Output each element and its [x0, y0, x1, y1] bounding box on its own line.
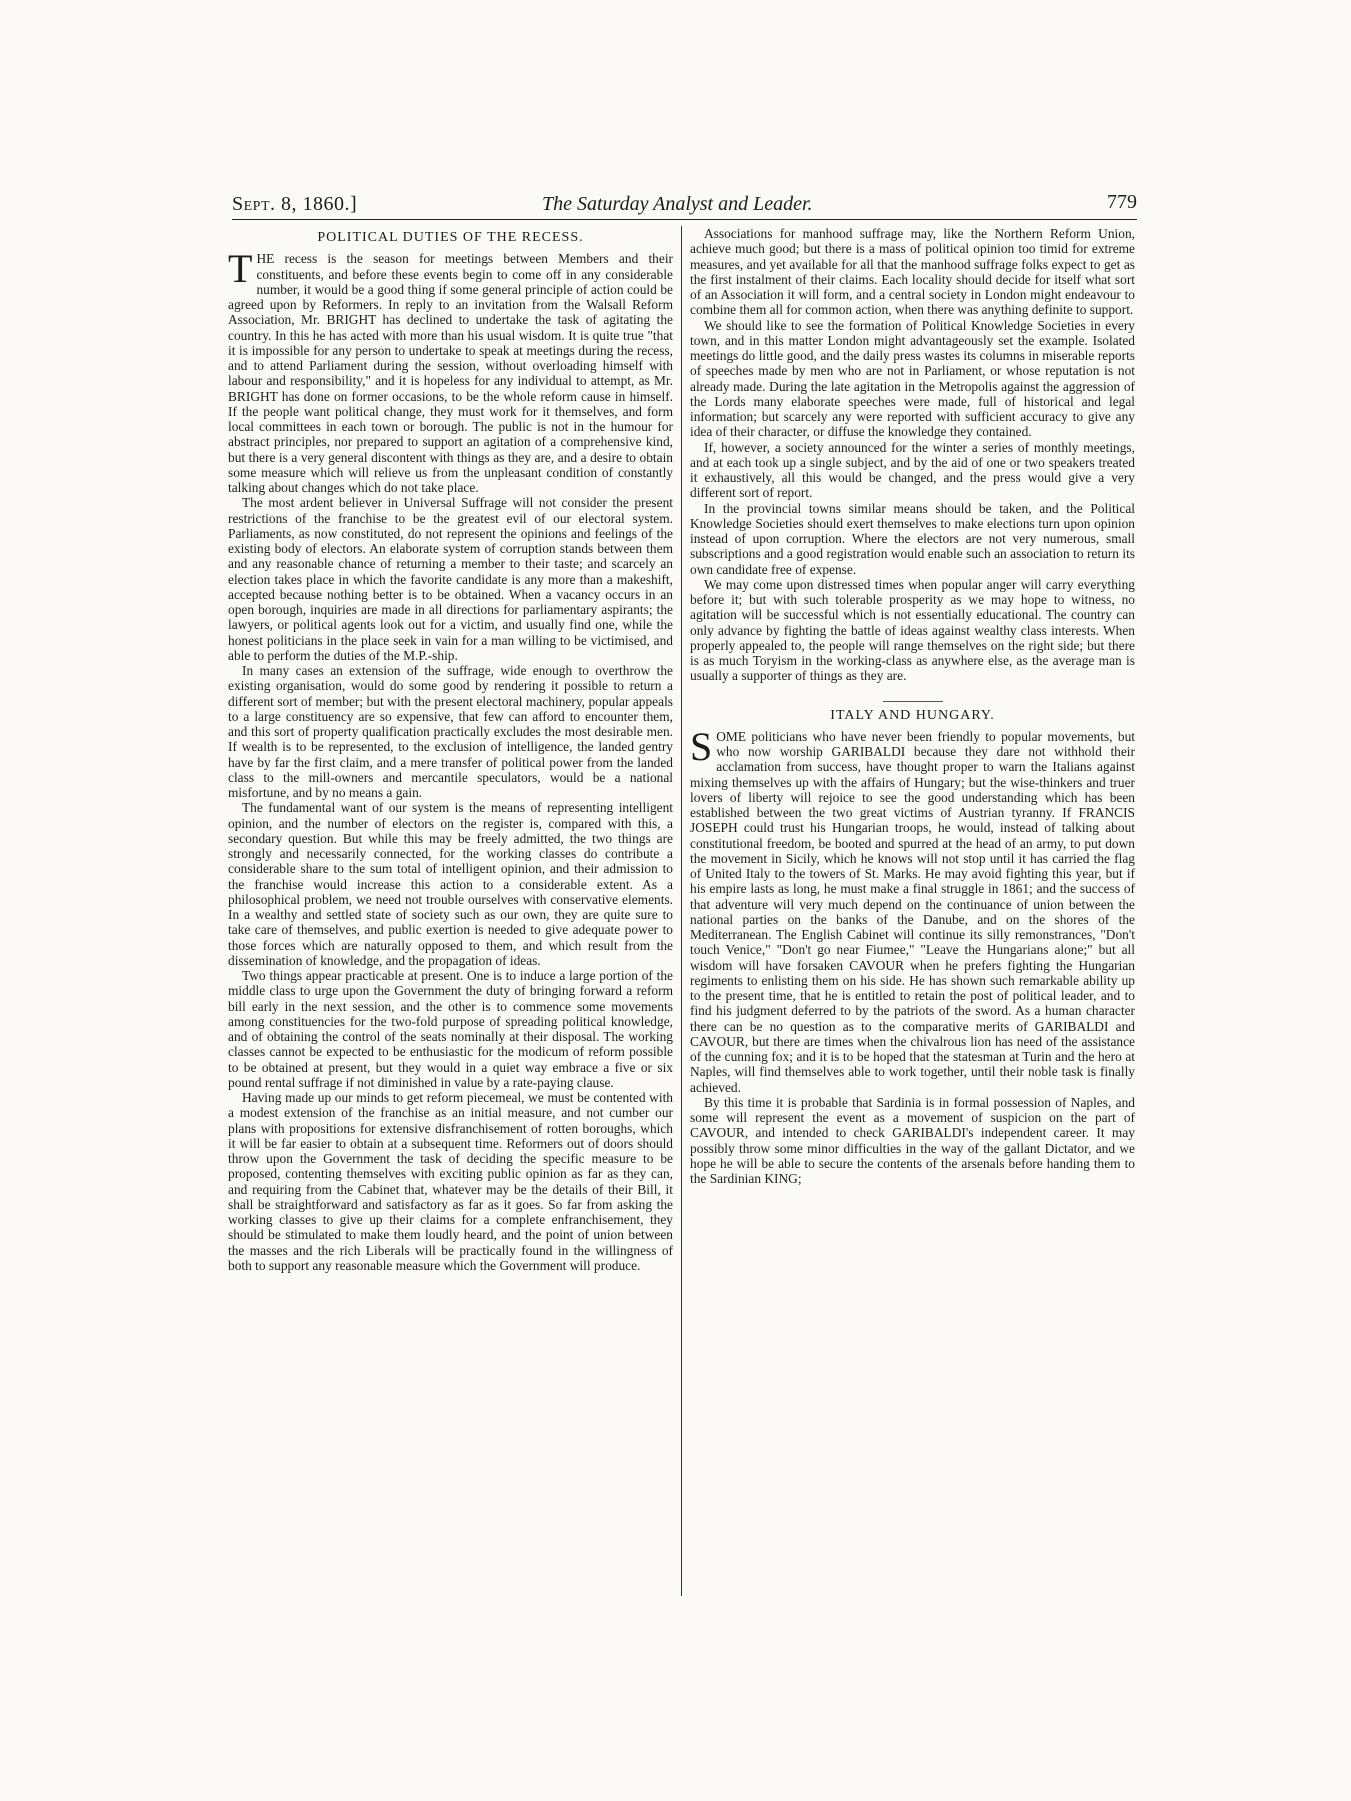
- article-paragraph: Associations for manhood suffrage may, like the Northern Reform Union, achieve much good; but there is a mass of political opinion too timid for extreme measures, and yet available for all that the manhood suffrage folks expect to get as the first instalment of their claims. Each locality should decide for itself what sort of an Association it will form, and a central society in London might endeavour to combine them all for common action, when there was anything definite to support.: [690, 226, 1135, 318]
- article-paragraph: We may come upon distressed times when popular anger will carry everything before it; but with such tolerable prosperity as we may hope to witness, no agitation will be successful which is not essentially educational. The country can only advance by fighting the battle of ideas against wealthy class interests. When properly appealed to, the people will range themselves on the right side; but there is as much Toryism in the working-class as anywhere else, as the average man is usually a supporter of things as they are.: [690, 576, 1135, 684]
- article-paragraph: We should like to see the formation of Political Knowledge Societies in every town, and in this matter London might advantageously set the example. Isolated meetings do little good, and the daily press wastes its columns in miserable reports of speeches made by men who are not in Parliament, or whose reputation is not already made. During the late agitation in the Metropolis against the aggression of the Lords many elaborate speeches were made, full of historical and legal information; but scarcely any were reported with sufficient accuracy to give any idea of their character, or diffuse the knowledge they contained.: [690, 317, 1135, 440]
- article-paragraph: The fundamental want of our system is the means of representing intelligent opinion, and the number of electors on the register is, compared with this, a secondary question. But while this may be freely admitted, the two things are strongly and necessarily connected, for the working classes do contribute a considerable share to the sum total of intelligent opinion, and their admission to the franchise would increase this action to a considerable extent. As a philosophical problem, we need not trouble ourselves with conservative elements. In a wealthy and settled state of society such as our own, they are quite sure to take care of themselves, and public exertion is needed to give adequate power to those forces which are naturally opposed to them, and which result from the dissemination of knowledge, and the propagation of ideas.: [228, 800, 673, 968]
- column-divider: [681, 226, 682, 1596]
- article-paragraph: THE recess is the season for meetings between Members and their constituents, and before these events begin to come off in any considerable number, it would be a good thing if some general principle of action could be agreed upon by Reformers. In reply to an invitation from the Walsall Reform Association, Mr. BRIGHT has declined to undertake the task of agitating the country. In this he has acted with more than his usual wisdom. It is quite true "that it is impossible for any person to undertake to speak at meetings during the recess, and to attend Parliament during the session, without overloading himself with labour and responsibility," and it is hopeless for any individual to attempt, as Mr. BRIGHT has done on former occasions, to be the whole reform cause in himself. If the people want political change, they must work for it themselves, and form local committees in each town or borough. The public is not in the humour for abstract principles, nor prepared to support an agitation of a comprehensive kind, but there is a very general discontent with things as they are, and a desire to obtain some measure which will relieve us from the unpleasant condition of constantly talking about changes which do not take place.: [228, 246, 673, 495]
- left-column: [228, 226, 673, 1273]
- page-header: [232, 193, 1137, 220]
- article-paragraph: If, however, a society announced for the winter a series of monthly meetings, and at each took up a single subject, and by the aid of one or two speakers treated it exhaustively, all this would be changed, and the press would give a very different sort of report.: [690, 439, 1135, 501]
- publication-title: The Saturday Analyst and Leader.: [542, 193, 813, 215]
- article-paragraph: The most ardent believer in Universal Suffrage will not consider the present restrictions of the franchise to be the greatest evil of our electoral system. Parliaments, as now constituted, do not represent the opinions and feelings of the existing body of electors. An elaborate system of corruption stands between them and any reasonable chance of returning a member to their taste; and scarcely an election takes place in which the favorite candidate is any more than a makeshift, accepted because nothing better is to be obtained. When a vacancy occurs in an open borough, inquiries are made in all directions for parliamentary aspirants; the lawyers, or political agents look out for a victim, and usually find one, while the honest politicians in the place seek in vain for a man willing to be victimised, and able to perform the duties of the M.P.-ship.: [228, 495, 673, 663]
- section-divider: [690, 690, 1135, 698]
- article-paragraph: In many cases an extension of the suffrage, wide enough to overthrow the existing organisation, would do some good by rendering it possible to return a different sort of member; but with the present electoral machinery, popular appeals to a large constituency are so expensive, that few can afford to encounter them, and this sort of property qualification practically excludes the most desirable men. If wealth is to be represented, to the exclusion of intelligence, the landed gentry have by far the first claim, and a mere transfer of political power from the landed class to the mill-owners and mercantile speculators, would be a national misfortune, and by no means a gain.: [228, 663, 673, 800]
- article-heading-italy-hungary: ITALY AND HUNGARY.: [830, 707, 995, 723]
- article-paragraph: Two things appear practicable at present. One is to induce a large portion of the middle class to urge upon the Government the duty of bringing forward a reform bill early in the next session, and the other is to commence some movements among constituencies for the two-fold purpose of spreading political knowledge, and of obtaining the control of the seats nominally at their disposal. The working classes cannot be expected to be enthusiastic for the modicum of reform possible to be obtained at present, but they would in a quiet way embrace a five or six pound rental suffrage if not diminished in value by a rate-paying clause.: [228, 968, 673, 1090]
- page-number: 779: [1107, 191, 1137, 213]
- article-heading-political-duties: POLITICAL DUTIES OF THE RECESS.: [317, 230, 584, 245]
- article-paragraph: SOME politicians who have never been friendly to popular movements, but who now worship GARIBALDI because they dare not withhold their acclamation from success, have thought proper to warn the Italians against mixing themselves up with the affairs of Hungary; but the wise-thinkers and truer lovers of liberty will rejoice to see the good understanding which has been established between the two great victims of Austrian tyranny. If FRANCIS JOSEPH could trust his Hungarian troops, he would, instead of talking about constitutional freedom, be booted and spurred at the head of an army, to put down the movement in Sicily, which he knows will not stop until it has carried the flag of United Italy to the towers of St. Marks. He may avoid fighting this year, but if his empire lasts as long, he must make a final struggle in 1861; and the success of that adventure will very much depend on the continuance of union between the national parties on the banks of the Danube, and on the shores of the Mediterranean. The English Cabinet will continue its silly remonstrances, "Don't touch Venice," "Don't go near Fiumee," "Leave the Hungarians alone;" but all wisdom will have forsaken CAVOUR when he prefers fighting the Hungarian regiments to enlisting them on his side. He has shown such remarkable ability up to the present time, that he is entitled to retain the post of political leader, and to find his judgment deferred to by the patriots of the sword. As a human character there can be no question as to the comparative merits of GARIBALDI and CAVOUR, but there are times when the chivalrous lion has need of the assistance of the cunning fox; and it is to be hoped that the statesman at Turin and the hero at Naples, will find themselves able to work together, until their noble task is finally achieved.: [690, 723, 1135, 1095]
- article-paragraph: By this time it is probable that Sardinia is in formal possession of Naples, and some will represent the event as a movement of suspicion on the part of CAVOUR, and intended to check GARIBALDI's independent career. It may possibly throw some minor difficulties in the way of the gallant Dictator, and we hope he will be able to secure the contents of the arsenals before handing them to the Sardinian KING;: [690, 1094, 1135, 1186]
- article-paragraph: In the provincial towns similar means should be taken, and the Political Knowledge Societies should exert themselves to make elections turn upon opinion instead of upon corruption. Where the electors are not very numerous, small subscriptions and a good registration would enable such an association to return its own candidate free of expense.: [690, 500, 1135, 577]
- right-column: [690, 226, 1135, 1186]
- article-paragraph: Having made up our minds to get reform piecemeal, we must be contented with a modest extension of the franchise as an initial measure, and not cumber our plans with propositions for extensive disfranchisement of rotten boroughs, which it will be far easier to obtain at a subsequent time. Reformers out of doors should throw upon the Government the task of deciding the specific measure to be proposed, contenting themselves with exciting public opinion as far as they can, and requiring from the Cabinet that, whatever may be the details of their Bill, it shall be straightforward and satisfactory as far as it goes. So far from asking the working classes to give up their claims for a complete enfranchisement, they should be stimulated to make them loudly heard, and the point of union between the masses and the rich Liberals will be practically found in the willingness of both to support any reasonable measure which the Government will produce.: [228, 1090, 673, 1273]
- issue-date: Sept. 8, 1860.]: [232, 193, 358, 215]
